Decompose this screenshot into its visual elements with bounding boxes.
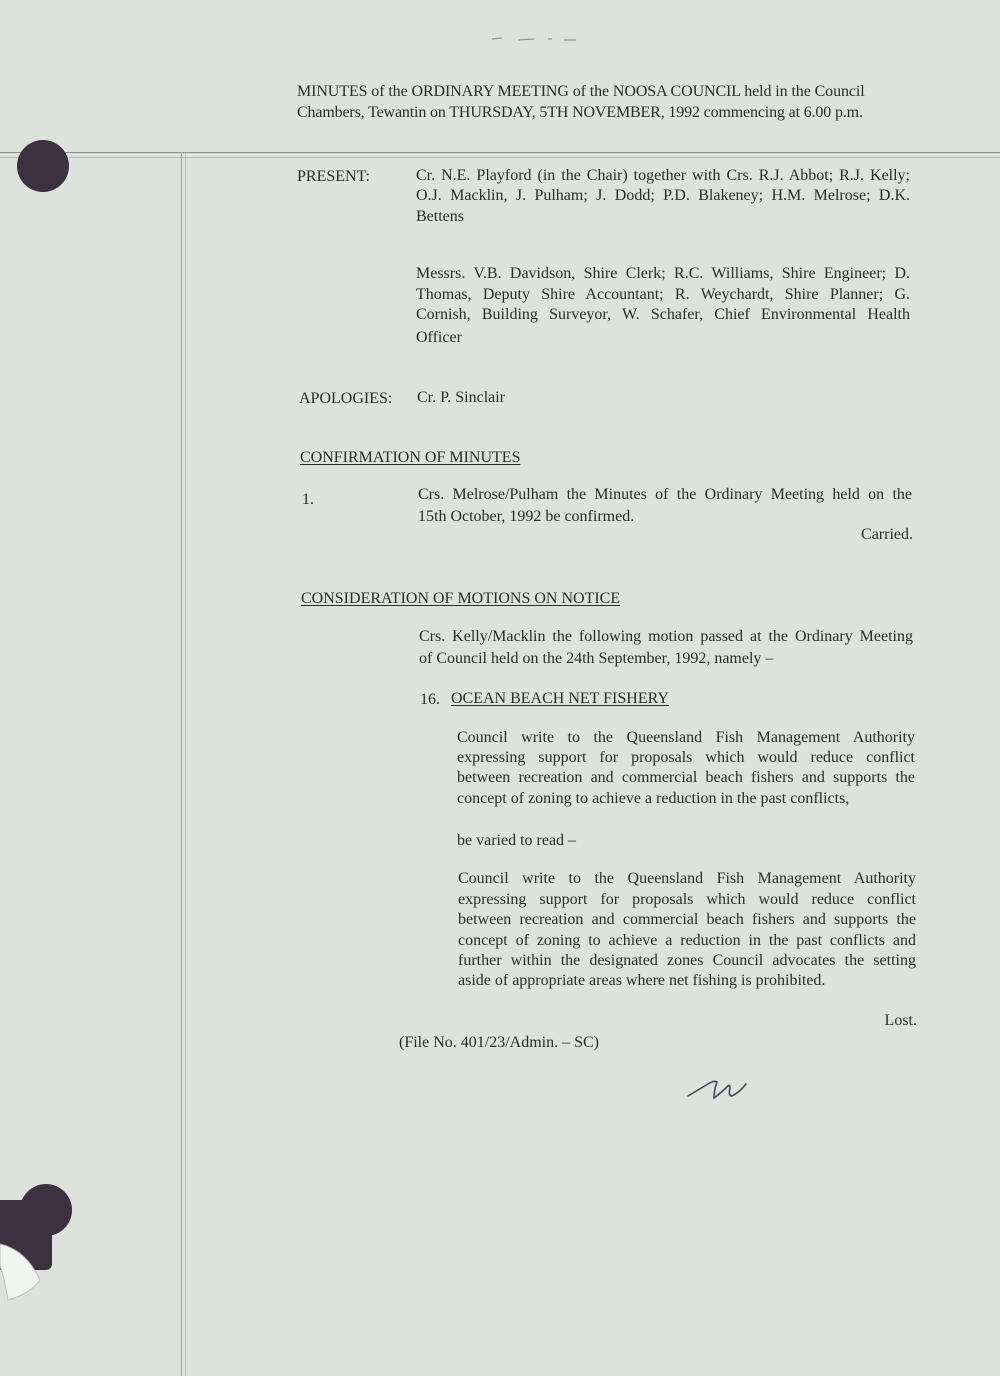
motion-varied-line-4: concept of zoning to achieve a reduction in the past conflicts and — [458, 932, 916, 949]
present-officers-line-1: Messrs. V.B. Davidson, Shire Clerk; R.C. Williams, Shire Engineer; D. — [416, 265, 910, 282]
confirmation-result: Carried. — [861, 526, 913, 543]
apologies-label: APOLOGIES: — [299, 390, 393, 407]
motion-varied-line-3: between recreation and commercial beach fishers and supports the — [458, 911, 916, 928]
motion-varied-line-1: Council write to the Queensland Fish Management Authority — [458, 870, 916, 887]
present-label: PRESENT: — [297, 168, 370, 185]
present-officers-line-4: Officer — [416, 329, 462, 346]
motions-intro-line-1: Crs. Kelly/Macklin the following motion passed at the Ordinary Meeting — [419, 628, 913, 645]
margin-rule-2 — [185, 152, 186, 1376]
paper-curl — [0, 1236, 44, 1306]
confirmation-heading: CONFIRMATION OF MINUTES — [300, 449, 521, 466]
apologies-text: Cr. P. Sinclair — [417, 389, 506, 406]
present-officers-line-3: Cornish, Building Surveyor, W. Schafer, Chief Environmental Health — [416, 306, 910, 323]
minutes-header-line-2: Chambers, Tewantin on THURSDAY, 5TH NOVEMBER, 1992 commencing at 6.00 p.m. — [297, 104, 863, 121]
present-councillors-line-1: Cr. N.E. Playford (in the Chair) together with Crs. R.J. Abbot; R.J. Kelly; — [416, 167, 910, 184]
confirmation-line-2: 15th October, 1992 be confirmed. — [418, 508, 635, 525]
motion-original-line-3: between recreation and commercial beach fishers and supports the — [457, 769, 915, 786]
margin-rule — [181, 152, 182, 1376]
minutes-header-line-1: MINUTES of the ORDINARY MEETING of the NOOSA COUNCIL held in the Council — [297, 83, 865, 100]
motion-original-line-2: expressing support for proposals which would reduce conflict — [457, 749, 915, 766]
motion-result: Lost. — [884, 1012, 917, 1029]
motion-item-number: 16. — [420, 691, 440, 708]
present-councillors-line-3: Bettens — [416, 208, 464, 225]
present-councillors-line-2: O.J. Macklin, J. Pulham; J. Dodd; P.D. Blakeney; H.M. Melrose; D.K. — [416, 187, 910, 204]
motion-varied-line-2: expressing support for proposals which would reduce conflict — [458, 891, 916, 908]
motions-heading: CONSIDERATION OF MOTIONS ON NOTICE — [301, 590, 621, 607]
top-scan-marks — [490, 30, 580, 38]
confirmation-line-1: Crs. Melrose/Pulham the Minutes of the Ordinary Meeting held on the — [418, 486, 912, 503]
handwritten-initials — [684, 1070, 764, 1110]
motion-original-line-4: concept of zoning to achieve a reduction in the past conflicts, — [457, 790, 850, 807]
header-rule-2 — [0, 157, 1000, 158]
motions-intro-line-2: of Council held on the 24th September, 1992, namely – — [419, 650, 774, 667]
motion-varied-intro: be varied to read – — [457, 832, 577, 849]
confirmation-item-number: 1. — [302, 491, 314, 508]
motion-varied-line-5: further within the designated zones Council advocates the setting — [458, 952, 916, 969]
present-officers-line-2: Thomas, Deputy Shire Accountant; R. Weychardt, Shire Planner; G. — [416, 286, 910, 303]
header-rule — [0, 152, 1000, 153]
motion-original-line-1: Council write to the Queensland Fish Management Authority — [457, 729, 915, 746]
motion-varied-line-6: aside of appropriate areas where net fishing is prohibited. — [458, 972, 826, 989]
motion-item-title: OCEAN BEACH NET FISHERY — [451, 690, 669, 707]
binder-hole-top — [17, 140, 69, 192]
file-reference: (File No. 401/23/Admin. – SC) — [399, 1034, 600, 1051]
